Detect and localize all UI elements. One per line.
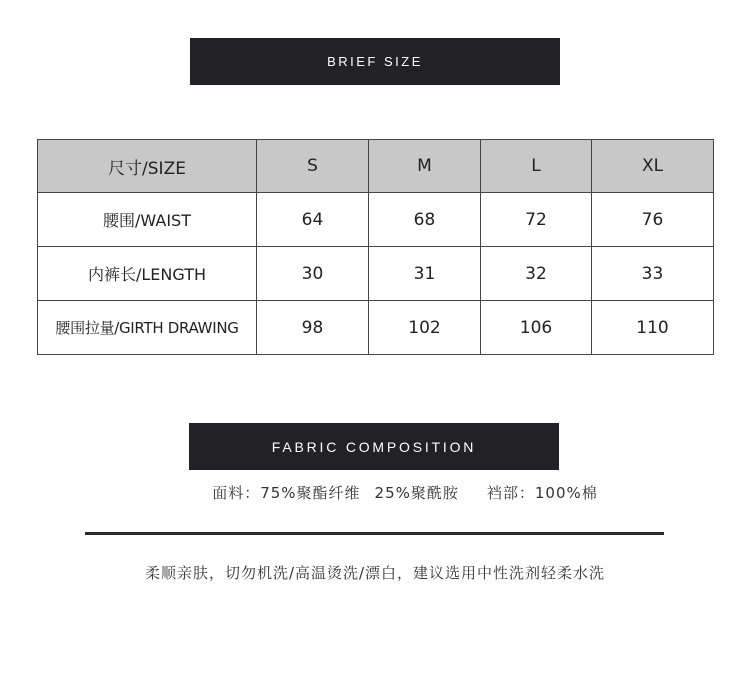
table-cell: 110 xyxy=(592,301,714,355)
table-cell: 31 xyxy=(369,247,481,301)
table-cell: 106 xyxy=(481,301,592,355)
table-cell: 33 xyxy=(592,247,714,301)
table-cell: 72 xyxy=(481,193,592,247)
header-size-s: S xyxy=(257,140,369,193)
header-size-xl: XL xyxy=(592,140,714,193)
crotch-text: 裆部：100%棉 xyxy=(486,484,598,502)
table-cell: 98 xyxy=(257,301,369,355)
brief-size-banner xyxy=(190,38,560,85)
table-cell: 68 xyxy=(369,193,481,247)
composition-line xyxy=(0,482,750,503)
row-label-length: 内裤长/LENGTH xyxy=(38,247,257,301)
size-table-header-row xyxy=(38,140,714,193)
table-row xyxy=(38,247,714,301)
row-label-waist: 腰围/WAIST xyxy=(38,193,257,247)
table-row xyxy=(38,193,714,247)
header-size-label: 尺寸/SIZE xyxy=(38,140,257,193)
blend-text: 25%聚酰胺 xyxy=(374,484,459,502)
fabric-composition-title: FABRIC COMPOSITION xyxy=(271,438,477,455)
divider xyxy=(85,532,664,535)
size-table xyxy=(37,139,714,355)
fabric-composition-banner xyxy=(189,423,559,470)
row-label-girth-drawing: 腰围拉量/GIRTH DRAWING xyxy=(38,301,257,355)
table-cell: 64 xyxy=(257,193,369,247)
care-instructions: 柔顺亲肤，切勿机洗/高温烫洗/漂白，建议选用中性洗剂轻柔水洗 xyxy=(144,564,606,582)
table-cell: 76 xyxy=(592,193,714,247)
table-row xyxy=(38,301,714,355)
brief-size-title: BRIEF SIZE xyxy=(327,54,423,69)
table-cell: 32 xyxy=(481,247,592,301)
table-cell: 102 xyxy=(369,301,481,355)
table-cell: 30 xyxy=(257,247,369,301)
header-size-l: L xyxy=(481,140,592,193)
fabric-text: 面料：75%聚酯纤维 xyxy=(212,484,361,502)
header-size-m: M xyxy=(369,140,481,193)
